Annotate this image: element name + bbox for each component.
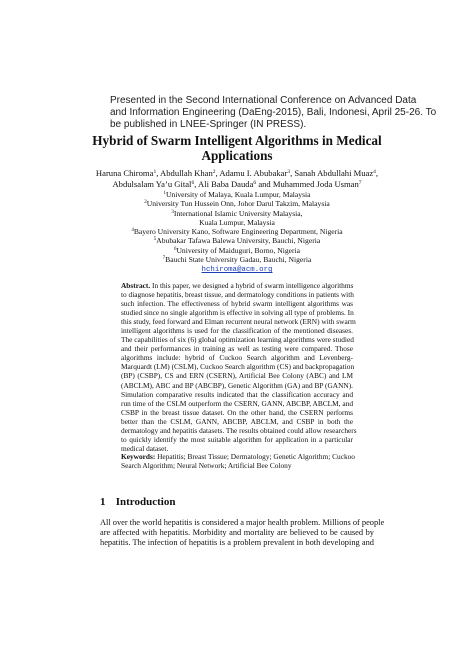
intro-line: hepatitis. The infection of hepatitis is a problem prevalent in both developing and [100,538,374,548]
abstract-line: Simulation comparative results indicated that the classification accuracy and [121,389,353,399]
abstract-line: Marquardt (LM) (CSLM), Cuckoo Search algorithm (CS) and backpropagation [121,362,355,372]
abstract-line: intelligent algorithms is used for the classification of the mentioned diseases. [121,326,353,336]
author-sup: 2 [212,169,216,175]
intro-line: are affected with hepatitis. Morbidity and mortality are believed to be caused by [100,528,374,538]
author-sup: 4 [373,169,376,175]
intro-line: All over the world hepatitis is considered a major health problem. Millions of people [100,518,385,527]
conference-note-line: and Information Engineering (DaEng-2015), Bali, Indonesi, April 25-26. To [110,107,437,118]
abstract-line: such infection. The effectiveness of hybrid swarm intelligent algorithms was [121,299,353,309]
conference-note-line: Presented in the Second International Conference on Advanced Data [110,95,417,106]
keywords-line: Search Algorithm; Neural Network; Artificial Bee Colony [121,461,292,471]
abstract-line: studied since no single algorithm is effective in solving all type of problems. In [121,308,354,318]
author-sup: 7 [358,179,362,186]
affiliation: $^4$Bayero University Kano, Software Engineering Department, Nigeria [131,227,343,237]
author-name: Adamu I. Abubakar [219,168,288,178]
affiliation-list [60,190,414,276]
abstract-line: algorithms include: hybrid of Cuckoo Search algorithm and Levenberg- [121,353,353,363]
intro-paragraph [100,518,385,549]
abstract-line: (BP) (CSBP), CS and ERN (CSERN), Artificial Bee Colony (ABC) and LM [121,371,353,381]
email-link[interactable]: hchiroma@acm.org [201,266,273,275]
abstract-line: CSBP in the breast tissue dataset. On the other hand, the CSERN performs [121,407,353,417]
author-name: Haruna Chiroma [95,168,154,178]
keywords [121,452,353,470]
conference-note [110,95,437,131]
abstract-line: and their performances in training as well as testing were compared. Those [121,344,353,354]
abstract-line: medical dataset. [121,443,169,453]
abstract [121,281,357,453]
abstract-line: run time of the CSLM outperform the CSERN, GANN, ABCBP, ABCLM, and [121,398,353,408]
section-title: Introduction [115,496,176,508]
author-sup: 1 [153,169,157,175]
abstract-line: better than the CSLM, GANN, ABCBP, ABCLM, and CSBP in both the [121,416,353,426]
abstract-line: Abstract. In this paper, we designed a hybrid of swarm intelligence algorithms [121,281,354,290]
affiliation: $^6$University of Maiduguri, Borno, Nigeria [173,245,301,255]
affiliation: $^5$Abubakar Tafawa Balewa University, Bauchi, Nigeria [153,236,321,246]
affiliation: Kuala Lumpur, Malaysia [199,217,275,227]
abstract-line: this study, feed forward and Elman recurrent neural network (ERN) with swarm [121,317,356,327]
keywords-label: Keywords: [121,452,156,461]
paper-title [90,133,384,163]
paper-title-line: Hybrid of Swarm Intelligent Algorithms in Medical [92,133,382,148]
author-name: Abdullah Khan [160,168,213,178]
author-name: and Muhammed Joda Usman [258,178,359,189]
email-line [60,264,414,275]
section-heading [100,496,175,509]
author-sup: 3 [287,169,291,175]
abstract-line: to diagnose hepatitis, breast tissue, and dermatology conditions in patients with [121,290,354,300]
paper-title-line: Applications [201,148,273,163]
abstract-line: (ABCLM), ABC and BP (ABCBP), Genetic Algorithm (GA) and BP (GANN). [121,380,353,390]
author-sup: 6 [191,179,195,186]
author-line: Abdulsalam Ya’u Gital$^6$, Ali Baba Dauda$^6$ and Muhammed Joda Usman$^7$ [112,178,362,189]
author-list [60,168,414,189]
conference-note-line: be published in LNEE-Springer (IN PRESS). [110,119,307,130]
affiliation: $^3$International Islamic University Malaysia, [171,208,303,218]
keywords-line: Keywords: Hepatitis; Breast Tissue; Dermatology; Genetic Algorithm; Cuckoo [121,452,355,461]
affiliation: $^7$Bauchi State University Gadau, Bauchi, Nigeria [162,255,312,265]
abstract-label: Abstract. [121,281,151,290]
author-name: Sanah Abdullahi Muaz [294,168,374,178]
author-sup: 6 [253,179,257,186]
abstract-line: to quickly identify the most suitable algorithm for application in a particular [121,434,353,444]
abstract-line: dermatology and hepatitis datasets. The results obtained could allow researchers [121,425,357,435]
author-name: Abdulsalam Ya’u Gital [112,178,192,189]
abstract-line: The capabilities of six (6) global optimization learning algorithms were studied [121,335,354,345]
section-number: 1 [100,496,106,508]
affiliation: $^1$University of Malaya, Kuala Lumpur, Malaysia [163,190,311,199]
affiliation: $^2$University Tun Hussein Onn, Johor Darul Takzim, Malaysia [144,199,330,209]
author-name: Ali Baba Dauda [198,178,254,189]
author-line: Haruna Chiroma$^1$, Abdullah Khan$^2$, Adamu I. Abubakar$^3$, Sanah Abdullahi Muaz$^4$, [95,168,379,178]
